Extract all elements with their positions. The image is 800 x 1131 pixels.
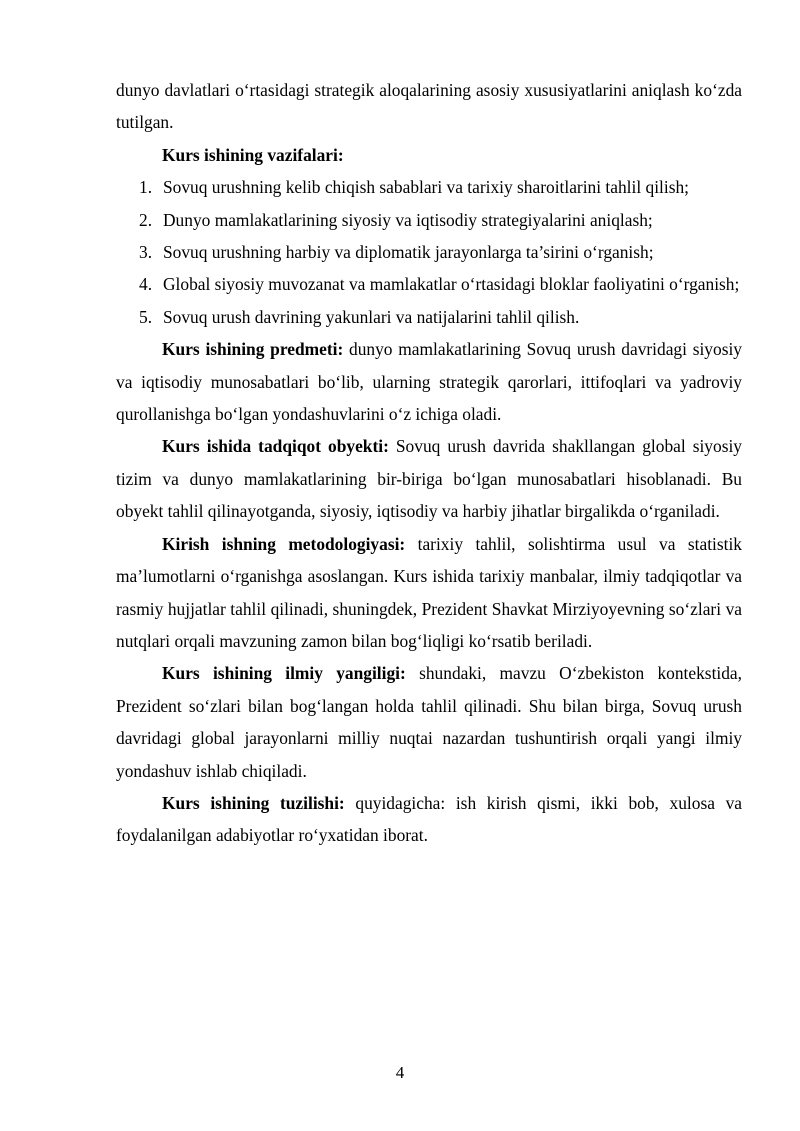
list-item	[116, 268, 742, 300]
list-item-text: Sovuq urushning harbiy va diplomatik jarayonlarga ta’sirini o‘rganish;	[163, 242, 654, 263]
list-item-text: Global siyosiy muvozanat va mamlakatlar o‘rtasidagi bloklar faoliyatini o‘rganish;	[163, 274, 740, 295]
novelty-label: Kurs ishining ilmiy yangiligi:	[162, 663, 406, 684]
novelty-paragraph	[116, 657, 742, 787]
list-item-number: 5.	[139, 306, 153, 327]
methodology-paragraph	[116, 528, 742, 658]
list-item	[116, 301, 742, 333]
object-text: Sovuq urush davrida shakllangan global siyosiy tizim va dunyo mamlakatlarining bir-biriga bo‘lgan munosabatlari hisoblanadi. Bu obyekt tahlil qilinayotganda, siyosiy, iqtisodiy va harbiy jihatlar birgalikda o‘rganiladi.	[116, 436, 742, 522]
subject-paragraph	[116, 333, 742, 430]
list-item-text: Dunyo mamlakatlarining siyosiy va iqtisodiy strategiyalarini aniqlash;	[163, 209, 653, 230]
list-item-number: 4.	[139, 274, 153, 295]
list-item-text: Sovuq urushning kelib chiqish sabablari va tarixiy sharoitlarini tahlil qilish;	[163, 177, 689, 198]
structure-label: Kurs ishining tuzilishi:	[162, 792, 345, 813]
tasks-heading: Kurs ishining vazifalari:	[162, 144, 344, 165]
object-paragraph	[116, 430, 742, 527]
intro-paragraph: dunyo davlatlari o‘rtasidagi strategik aloqalarining asosiy xususiyatlarini aniqlash ko‘zda tutilgan.	[116, 80, 742, 133]
novelty-text: shundaki, mavzu O‘zbekiston kontekstida, Prezident so‘zlari bilan bog‘langan holda tahlil qilinadi. Shu bilan birga, Sovuq urush davridagi global jarayonlarni milliy nuqtai nazardan tushuntirish orqali yangi ilmiy yondashuv ishlab chiqiladi.	[116, 663, 742, 781]
list-item-number: 1.	[139, 177, 153, 198]
list-item-number: 3.	[139, 242, 153, 263]
list-item-text: Sovuq urush davrining yakunlari va natijalarini tahlil qilish.	[163, 306, 580, 327]
tasks-list	[116, 171, 742, 333]
list-item	[116, 236, 742, 268]
list-item	[116, 204, 742, 236]
object-label: Kurs ishida tadqiqot obyekti:	[162, 436, 389, 457]
subject-text: dunyo mamlakatlarining Sovuq urush davridagi siyosiy va iqtisodiy munosabatlari bo‘lib, ularning strategik qarorlari, ittifoqlari va yadroviy qurollanishga bo‘lgan yondashuvlarini o‘z ichiga oladi.	[116, 339, 742, 425]
methodology-text: tarixiy tahlil, solishtirma usul va statistik ma’lumotlarni o‘rganishga asoslangan. Kurs ishida tarixiy manbalar, ilmiy tadqiqotlar va rasmiy hujjatlar tahlil qilinadi, shuningdek, Prezident Shavkat Mirziyoyevning so‘zlari va nutqlari orqali mavzuning zamon bilan bog‘liqligi ko‘rsatib beriladi.	[116, 533, 742, 651]
list-item-number: 2.	[139, 209, 153, 230]
subject-label: Kurs ishining predmeti:	[162, 339, 344, 360]
methodology-label: Kirish ishning metodologiyasi:	[162, 533, 406, 554]
structure-paragraph	[116, 787, 742, 852]
list-item	[116, 171, 742, 203]
page-number: 4	[395, 1063, 405, 1082]
document-page	[116, 74, 742, 852]
structure-text: quyidagicha: ish kirish qismi, ikki bob, xulosa va foydalanilgan adabiyotlar ro‘yxatidan iborat.	[116, 792, 743, 846]
